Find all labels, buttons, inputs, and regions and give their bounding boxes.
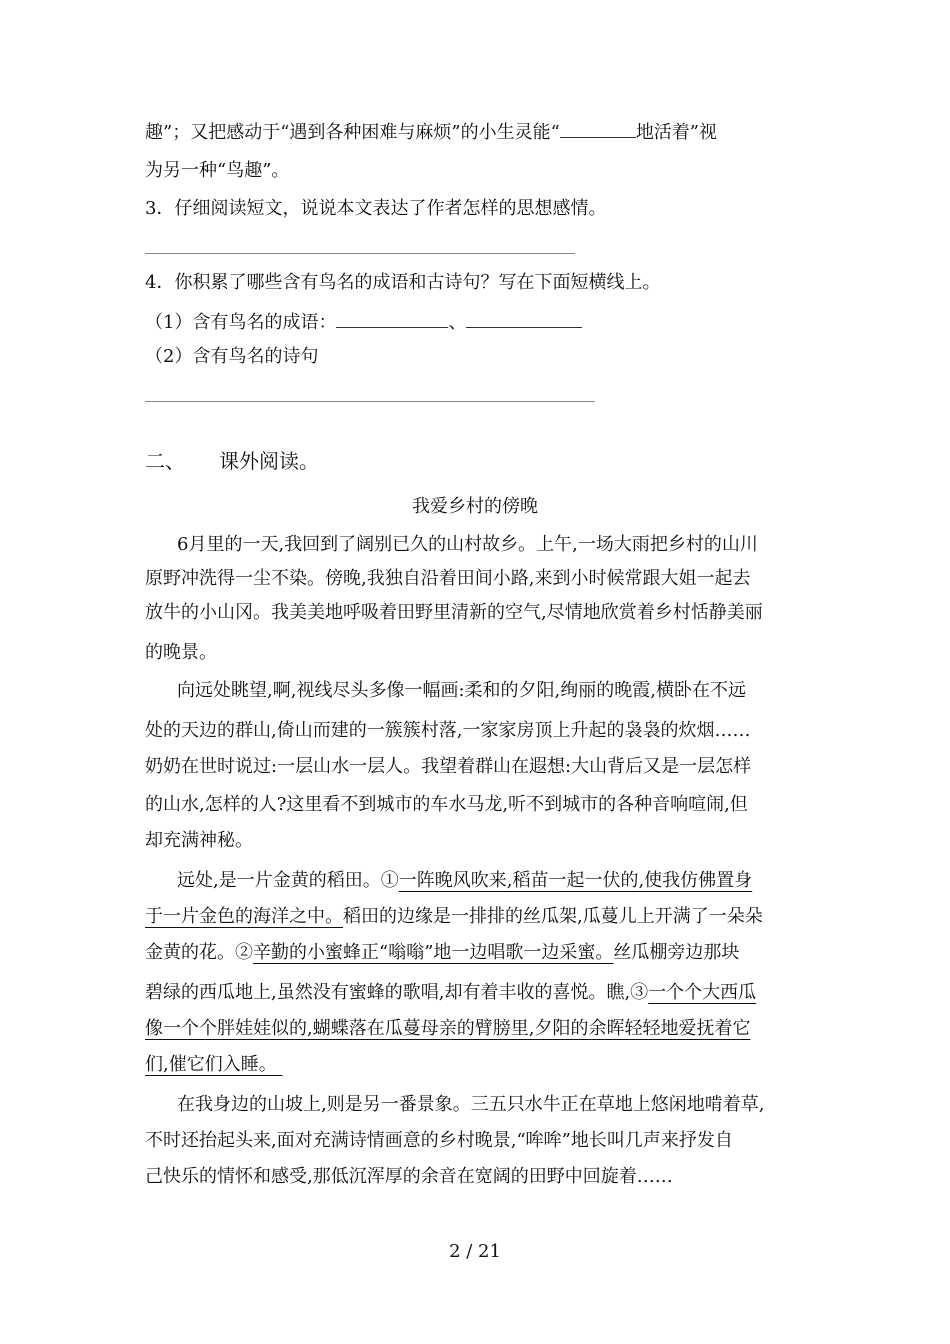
- underlined-sentence-3-cont: 像一个个胖娃娃似的,蝴蝶落在瓜蔓母亲的臂膀里,夕阳的余晖轻轻地爱抚着它: [145, 1018, 751, 1039]
- p3-line6: [145, 1053, 307, 1077]
- p1-line: 原野冲洗得一尘不染。傍晚,我独自沿着田间小路,来到小时候常跟大姐一起去: [145, 568, 751, 589]
- underlined-sentence-2: 辛勤的小蜜蜂正“嗡嗡”地一边唱歌一边采蜜。: [253, 942, 614, 963]
- p3-line4: [145, 981, 756, 1005]
- underlined-sentence-1-end: 于一片金色的海洋之中。: [145, 906, 343, 927]
- p1-line: 6月里的一天,我回到了阔别已久的山村故乡。上午,一场大雨把乡村的山川: [177, 534, 758, 555]
- p2-line: 却充满神秘。: [145, 830, 253, 851]
- p1-line: 的晚景。: [145, 642, 217, 663]
- page-number: 2 / 21: [449, 1241, 501, 1262]
- q3-answer-line[interactable]: [145, 253, 575, 254]
- section-title: 课外阅读。: [219, 449, 319, 473]
- p1-line: 放牛的小山冈。我美美地呼吸着田野里清新的空气,尽情地欣赏着乡村恬静美丽: [145, 602, 763, 623]
- p3-line1: [177, 869, 752, 893]
- separator: 、: [448, 312, 467, 333]
- q2-text-a: 趣”；又把感动于“遇到各种困难与麻烦”的小生灵能“: [145, 122, 560, 143]
- underlined-sentence-3-end: 们,催它们入睡。: [145, 1054, 277, 1075]
- p2-line: 的山水,怎样的人?这里看不到城市的车水马龙,听不到城市的各种音响喧闹,但: [145, 794, 748, 815]
- underlined-sentence-3: 一个个大西瓜: [648, 982, 757, 1003]
- p2-line: 处的天边的群山,倚山而建的一簇簇村落,一家家房顶上升起的袅袅的炊烟……: [145, 720, 751, 741]
- p3-line3: [145, 941, 739, 965]
- q4-part-1-label: （1）含有鸟名的成语：: [145, 312, 337, 333]
- q4-poem-answer-line[interactable]: [145, 401, 595, 402]
- q2-text-b: 地活着”视: [635, 122, 718, 143]
- p4-line: 在我身边的山坡上,则是另一番景象。三五只水牛正在草地上悠闲地啃着草,: [177, 1094, 765, 1115]
- p2-line: 向远处眺望,啊,视线尽头多像一幅画:柔和的夕阳,绚丽的晚霞,横卧在不远: [177, 680, 746, 701]
- p3-text: 金黄的花。②: [145, 942, 253, 963]
- p3-line2: [145, 905, 763, 929]
- section-heading: [145, 448, 319, 474]
- underlined-sentence-1: 一阵晚风吹来,稻苗一起一伏的,使我仿佛置身: [398, 870, 753, 891]
- q4-part-2: （2）含有鸟名的诗句: [145, 346, 319, 367]
- q4-part-1: [145, 311, 582, 335]
- q2-continuation-line1: [145, 121, 717, 145]
- p2-line: 奶奶在世时说过:一层山水一层人。我望着群山在遐想:大山背后又是一层怎样: [145, 756, 752, 777]
- idiom-blank-1[interactable]: [336, 311, 448, 328]
- p4-line: 不时还抬起头来,面对充满诗情画意的乡村晚景,“哞哞”地长叫几声来抒发自: [145, 1130, 733, 1151]
- p3-text: 丝瓜棚旁边那块: [613, 942, 740, 963]
- passage-title: 我爱乡村的傍晚: [412, 496, 538, 517]
- q2-answer-blank[interactable]: [560, 121, 636, 138]
- question-3: 3．仔细阅读短文，说说本文表达了作者怎样的思想感情。: [145, 198, 607, 219]
- p3-text: 远处,是一片金黄的稻田。①: [177, 870, 399, 891]
- p4-line: 己快乐的情怀和感受,那低沉浑厚的余音在宽阔的田野中回旋着……: [145, 1166, 673, 1187]
- p3-text: 稻田的边缘是一排排的丝瓜架,瓜蔓儿上开满了一朵朵: [343, 906, 763, 927]
- p3-line5: [145, 1017, 750, 1041]
- section-number: 二、: [145, 449, 185, 473]
- question-4: 4．你积累了哪些含有鸟名的成语和古诗句？写在下面短横线上。: [145, 272, 661, 293]
- p3-text: 碧绿的西瓜地上,虽然没有蜜蜂的歌唱,却有着丰收的喜悦。瞧,③: [145, 982, 649, 1003]
- q2-continuation-line2: 为另一种“鸟趣”。: [145, 160, 290, 181]
- idiom-blank-2[interactable]: [466, 311, 582, 328]
